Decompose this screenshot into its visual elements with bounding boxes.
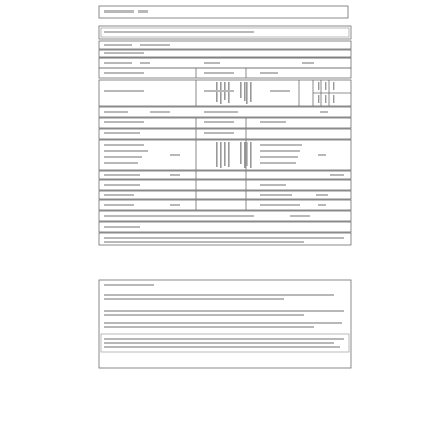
form-title [100,7,162,15]
